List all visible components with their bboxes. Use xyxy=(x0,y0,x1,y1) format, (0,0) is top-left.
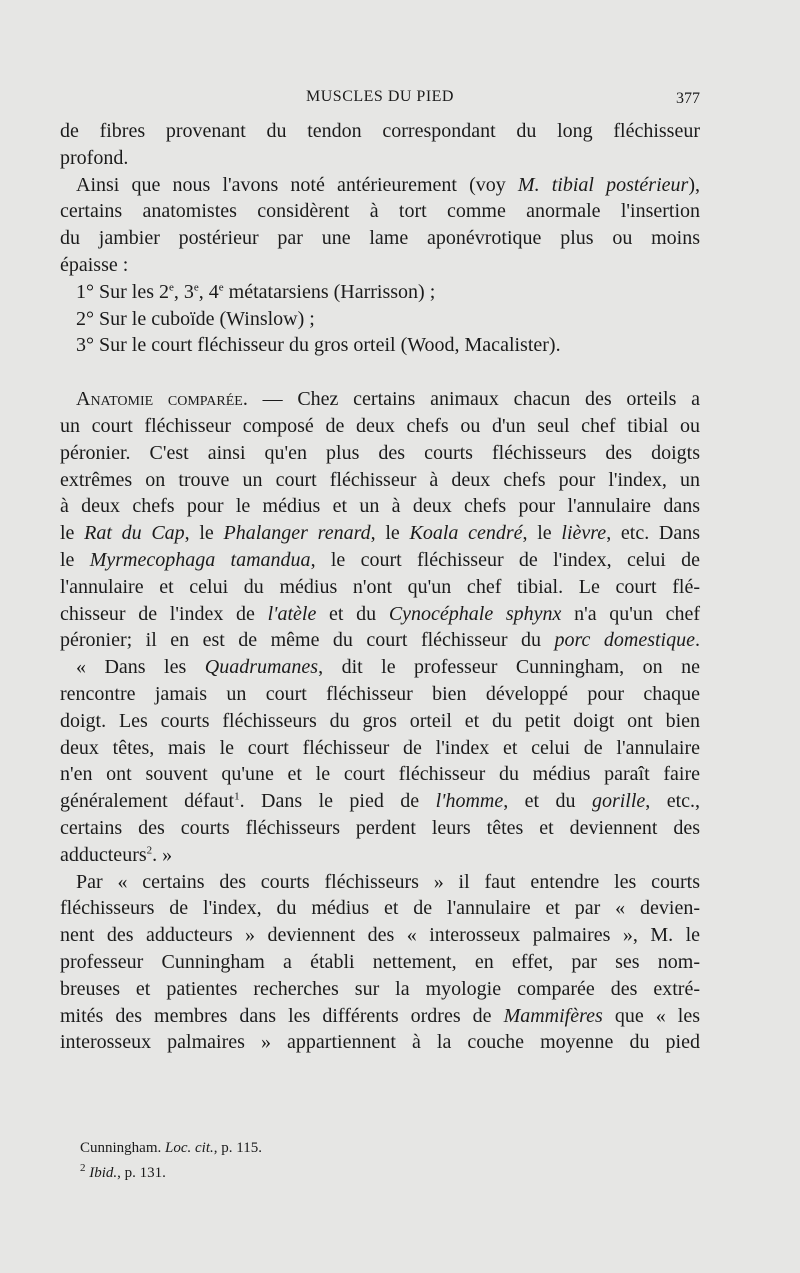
italic-reference: M. tibial postérieur xyxy=(517,173,689,196)
text-line: nent des adducteurs » deviennent des « interosseux palmaires », M. le xyxy=(60,924,700,947)
footnote-1: Cunningham. Loc. cit., p. 115. xyxy=(80,1140,262,1156)
running-title: MUSCLES DU PIED xyxy=(306,88,454,105)
text-line: de fibres provenant du tendon correspondant du long fléchisseur xyxy=(60,120,700,142)
text-line: deux têtes, mais le court fléchisseur de l'index et celui de l'annulaire xyxy=(60,736,700,759)
text-line: péronier. C'est ainsi qu'en plus des courts fléchisseurs des doigts xyxy=(60,441,700,464)
text-line: mités des membres dans les différents ordres de Mammifères que « les xyxy=(60,1004,700,1027)
text-line: chisseur de l'index de l'atèle et du Cynocéphale sphynx n'a qu'un chef xyxy=(60,602,700,625)
section-heading-line: Anatomie comparée. — Chez certains animaux chacun des orteils a xyxy=(76,388,701,411)
text-line: le Myrmecophaga tamandua, le court fléchisseur de l'index, celui de xyxy=(60,548,701,571)
text-line: extrêmes on trouve un court fléchisseur à deux chefs pour l'index, un xyxy=(60,468,700,491)
text-line: du jambier postérieur par une lame aponévrotique plus ou moins xyxy=(60,227,700,250)
text-line: Par « certains des courts fléchisseurs » il faut entendre les courts xyxy=(76,870,700,893)
page-header xyxy=(60,88,700,112)
text-line: certains des courts fléchisseurs perdent leurs têtes et deviennent des xyxy=(60,816,700,839)
text-line: généralement défaut$^1$. Dans le pied de l'homme, et du gorille, etc., xyxy=(60,790,701,813)
text-line: interosseux palmaires » appartiennent à la couche moyenne du pied xyxy=(60,1031,700,1054)
text-line: à deux chefs pour le médius et un à deux chefs pour l'annulaire dans xyxy=(60,495,700,518)
text-line: certains anatomistes considèrent à tort comme anormale l'insertion xyxy=(60,200,700,223)
text-line: l'annulaire et celui du médius n'ont qu'un chef tibial. Le court flé- xyxy=(60,575,700,598)
footnotes xyxy=(80,1136,700,1186)
text-line: doigt. Les courts fléchisseurs du gros orteil et du petit doigt ont bien xyxy=(60,709,700,732)
text-line: le Rat du Cap, le Phalanger renard, le Koala cendré, le lièvre, etc. Dans xyxy=(60,522,701,545)
text-line: professeur Cunningham a établi nettement, en effet, par ses nom- xyxy=(60,950,700,973)
text-line: rencontre jamais un court fléchisseur bien développé pour chaque xyxy=(60,682,700,705)
page-number: 377 xyxy=(676,90,700,107)
list-item: 2° Sur le cuboïde (Winslow) ; xyxy=(76,307,315,330)
text-line: épaisse : xyxy=(60,253,129,276)
list-item: 3° Sur le court fléchisseur du gros orteil (Wood, Macalister). xyxy=(76,334,561,357)
section-heading: Anatomie comparée. xyxy=(76,388,248,411)
list-item: 1° Sur les 2e, 3e, 4e métatarsiens (Harrisson) ; xyxy=(76,280,436,303)
paragraph-gap xyxy=(60,359,700,386)
text-line: n'en ont souvent qu'une et le court fléchisseur du médius paraît faire xyxy=(60,763,700,786)
text-line: « Dans les Quadrumanes, dit le professeur Cunningham, on ne xyxy=(76,656,700,679)
footnote-ref: 1 xyxy=(234,790,240,803)
body-text xyxy=(60,118,700,1056)
text-line: profond. xyxy=(60,146,129,169)
text-line: fléchisseurs de l'index, du médius et de l'annulaire et par « devien- xyxy=(60,897,700,920)
text-line: péronier; il en est de même du court fléchisseur du porc domestique. xyxy=(60,629,700,652)
text-line: adducteurs$^2$. » xyxy=(60,843,173,866)
footnote-ref: 2 xyxy=(146,844,153,857)
text-line: Ainsi que nous l'avons noté antérieurement (voy M. tibial postérieur), xyxy=(76,173,700,196)
text-line: breuses et patientes recherches sur la myologie comparée des extré- xyxy=(60,977,700,1000)
footnote-2: $^2$ Ibid., p. 131. xyxy=(80,1162,166,1181)
text-line: un court fléchisseur composé de deux chefs ou d'un seul chef tibial ou xyxy=(60,414,700,437)
